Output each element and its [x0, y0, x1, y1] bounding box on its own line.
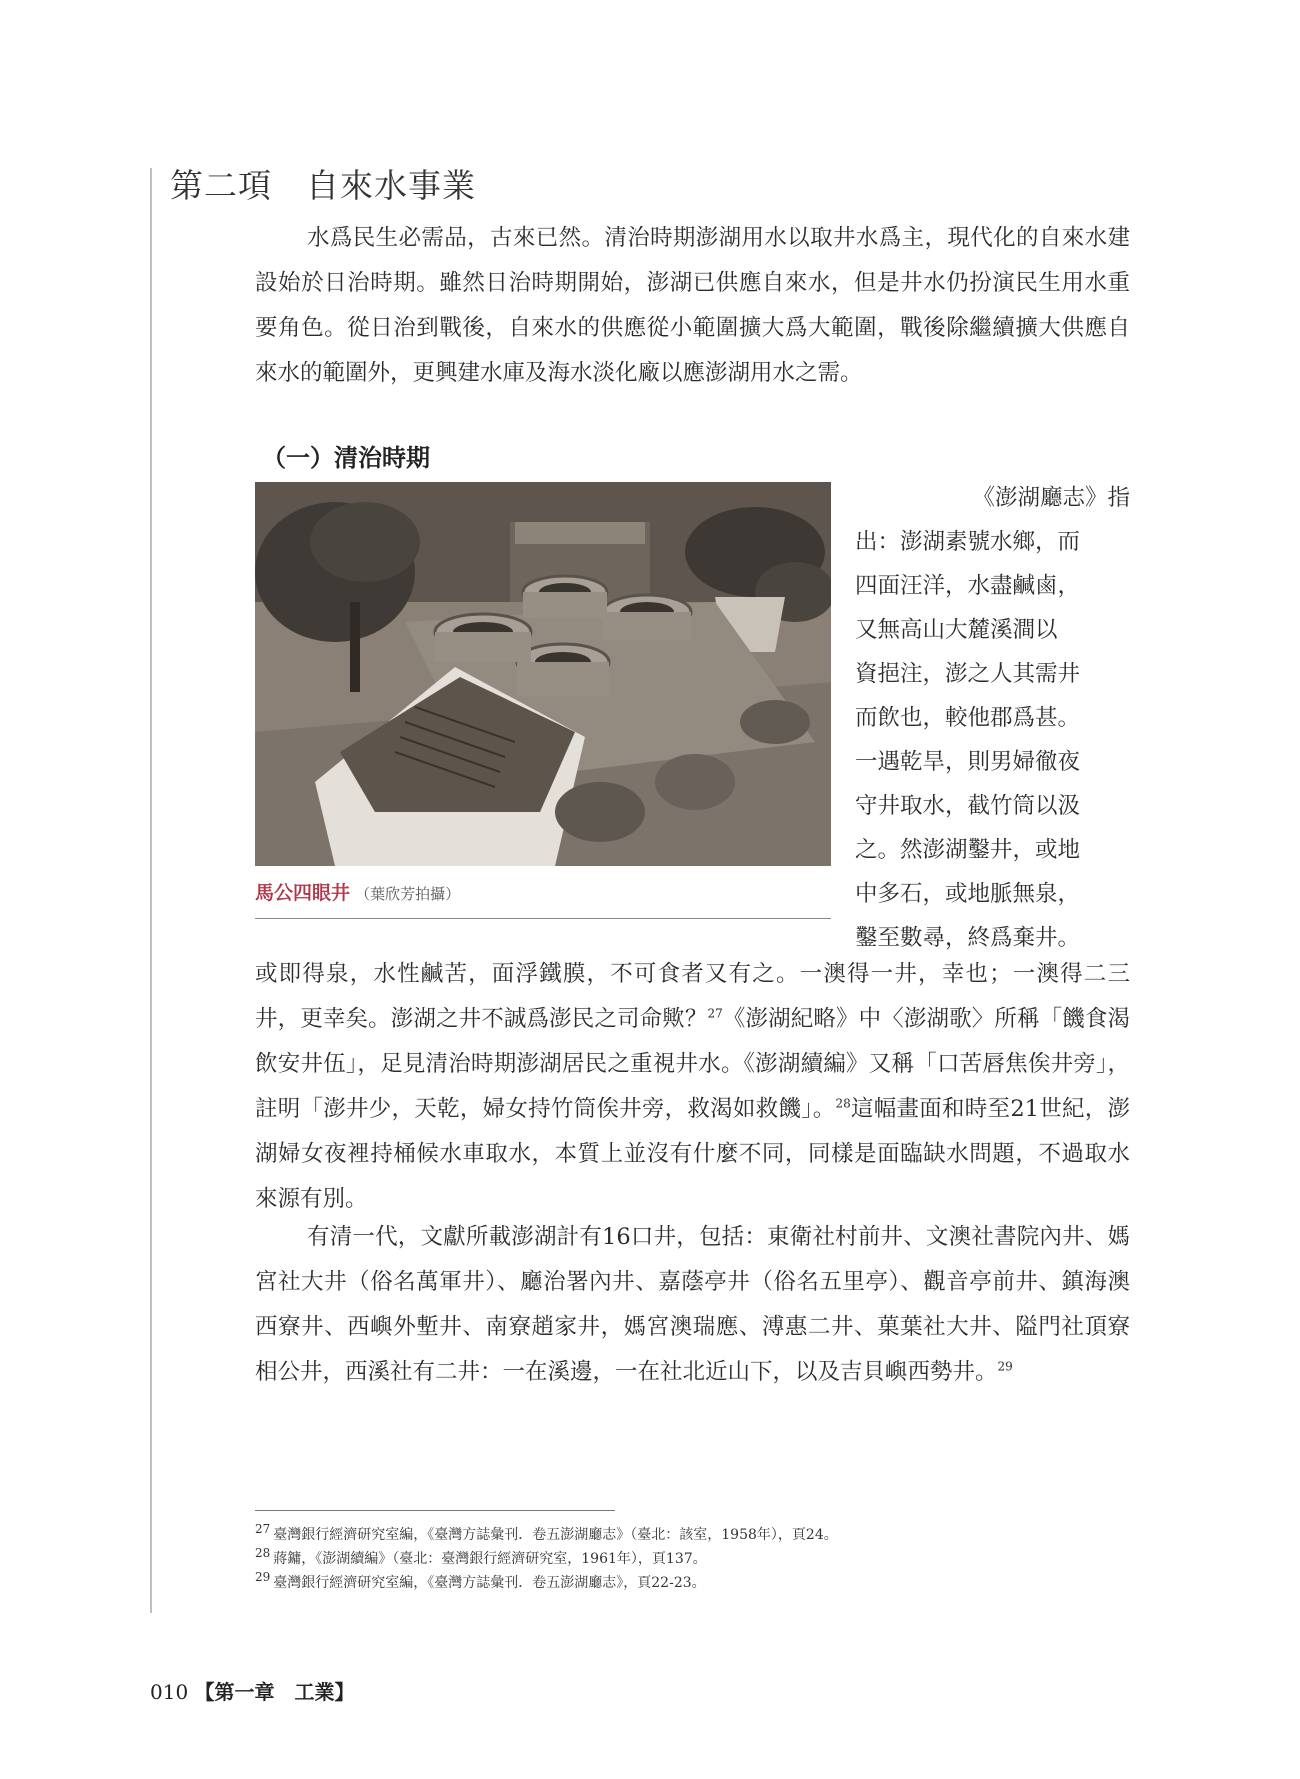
caption-rule — [255, 918, 831, 919]
footnote-ref-28[interactable]: 28 — [835, 1096, 851, 1111]
footnote-text: 臺灣銀行經濟研究室編，《臺灣方誌彙刊．卷五澎湖廳志》，頁22-23。 — [273, 1575, 706, 1591]
footnote-number: 29 — [255, 1570, 271, 1585]
footnote-text: 臺灣銀行經濟研究室編，《臺灣方誌彙刊．卷五澎湖廳志》（臺北：該室，1958年），頁24。 — [273, 1527, 838, 1543]
wrap-line: 中多石，或地脈無泉， — [855, 881, 1081, 907]
wrap-line: 《澎湖廳志》指 — [972, 485, 1130, 511]
wrap-line: 一遇乾旱，則男婦徹夜 — [855, 749, 1081, 775]
footnote — [255, 1571, 1135, 1595]
para3-text: 有清一代，文獻所載澎湖計有16口井，包括：東衛社村前井、文澳社書院內井、媽宮社大井（俗名萬軍井）、廳治署內井、嘉蔭亭井（俗名五里亭）、觀音亭前井、鎮海澳西寮井、西嶼外塹井、南寮趙家井，媽宮澳瑞應、溥惠二井、菓葉社大井、隘門社頂寮相公井，西溪社有二井：一在溪邊，一在社北近山下，以及吉貝嶼西勢井。 — [255, 1224, 1130, 1385]
footnote — [255, 1523, 1135, 1547]
wrap-text — [855, 476, 1130, 960]
figure-caption — [255, 878, 460, 905]
page-number: 010 — [150, 1680, 189, 1704]
para2-text-a: 或即得泉，水性鹹苦，面浮鐵膜，不可食者又有之。一澳得一井，幸也；一澳得二三井，更幸矣。澎湖之井不誠爲澎民之司命歟？ — [255, 961, 1130, 1032]
caption-title: 馬公四眼井 — [255, 882, 351, 904]
subsection-heading: （一）清治時期 — [262, 443, 430, 472]
wrap-line: 四面汪洋，水盡鹹鹵， — [855, 573, 1081, 599]
chapter-label: 【第一章 工業】 — [194, 1680, 355, 1704]
wrap-line: 出：澎湖素號水鄉，而 — [855, 529, 1081, 555]
wrap-line: 而飲也，較他郡爲甚。 — [855, 705, 1081, 731]
section-title: 第二項 自來水事業 — [170, 166, 476, 205]
footnote-ref-29[interactable]: 29 — [997, 1359, 1013, 1374]
body-paragraph-3 — [255, 1215, 1130, 1395]
intro-paragraph: 水爲民生必需品，古來已然。清治時期澎湖用水以取井水爲主，現代化的自來水建設始於日治時期。雖然日治時期開始，澎湖已供應自來水，但是井水仍扮演民生用水重要角色。從日治到戰後，自來水的供應從小範圍擴大爲大範圍，戰後除繼續擴大供應自來水的範圍外，更興建水庫及海水淡化廠以應澎湖用水之需。 — [255, 225, 1130, 386]
footnote-ref-27[interactable]: 27 — [707, 1006, 723, 1021]
wrap-line: 資挹注，澎之人其需井 — [855, 661, 1081, 687]
caption-credit: （葉欣芳拍攝） — [355, 885, 461, 903]
margin-rule — [150, 168, 152, 1613]
para2-text-c: 這幅畫面和時至21世紀，澎湖婦女夜裡持桶候水車取水，本質上並沒有什麼不同，同樣是面臨缺水問題，不過取水來源有別。 — [255, 1096, 1130, 1212]
body-paragraph-2 — [255, 952, 1130, 1222]
wrap-line: 之。然澎湖鑿井，或地 — [855, 837, 1081, 863]
footnotes — [255, 1523, 1135, 1595]
page-footer — [150, 1676, 355, 1705]
wrap-line: 又無高山大麓溪澗以 — [855, 617, 1058, 643]
footnote — [255, 1547, 1135, 1571]
footnote-text: 蔣鏞，《澎湖續編》（臺北：臺灣銀行經濟研究室，1961年），頁137。 — [273, 1551, 707, 1567]
footnote-rule — [255, 1510, 615, 1511]
well-photo-figure — [255, 482, 831, 866]
para2-text-b: 《澎湖紀略》中〈澎湖歌〉所稱「饑食渴飲安井伍」，足見清治時期澎湖居民之重視井水。《澎湖續編》又稱「口苦唇焦俟井旁」，註明「澎井少，天乾，婦女持竹筒俟井旁，救渴如救饑」。 — [255, 1006, 1130, 1122]
well-photo — [255, 482, 831, 866]
footnote-number: 28 — [255, 1546, 271, 1561]
footnote-number: 27 — [255, 1522, 271, 1537]
wrap-line: 鑿至數尋，終爲棄井。 — [855, 925, 1081, 951]
wrap-line: 守井取水，截竹筒以汲 — [855, 793, 1081, 819]
